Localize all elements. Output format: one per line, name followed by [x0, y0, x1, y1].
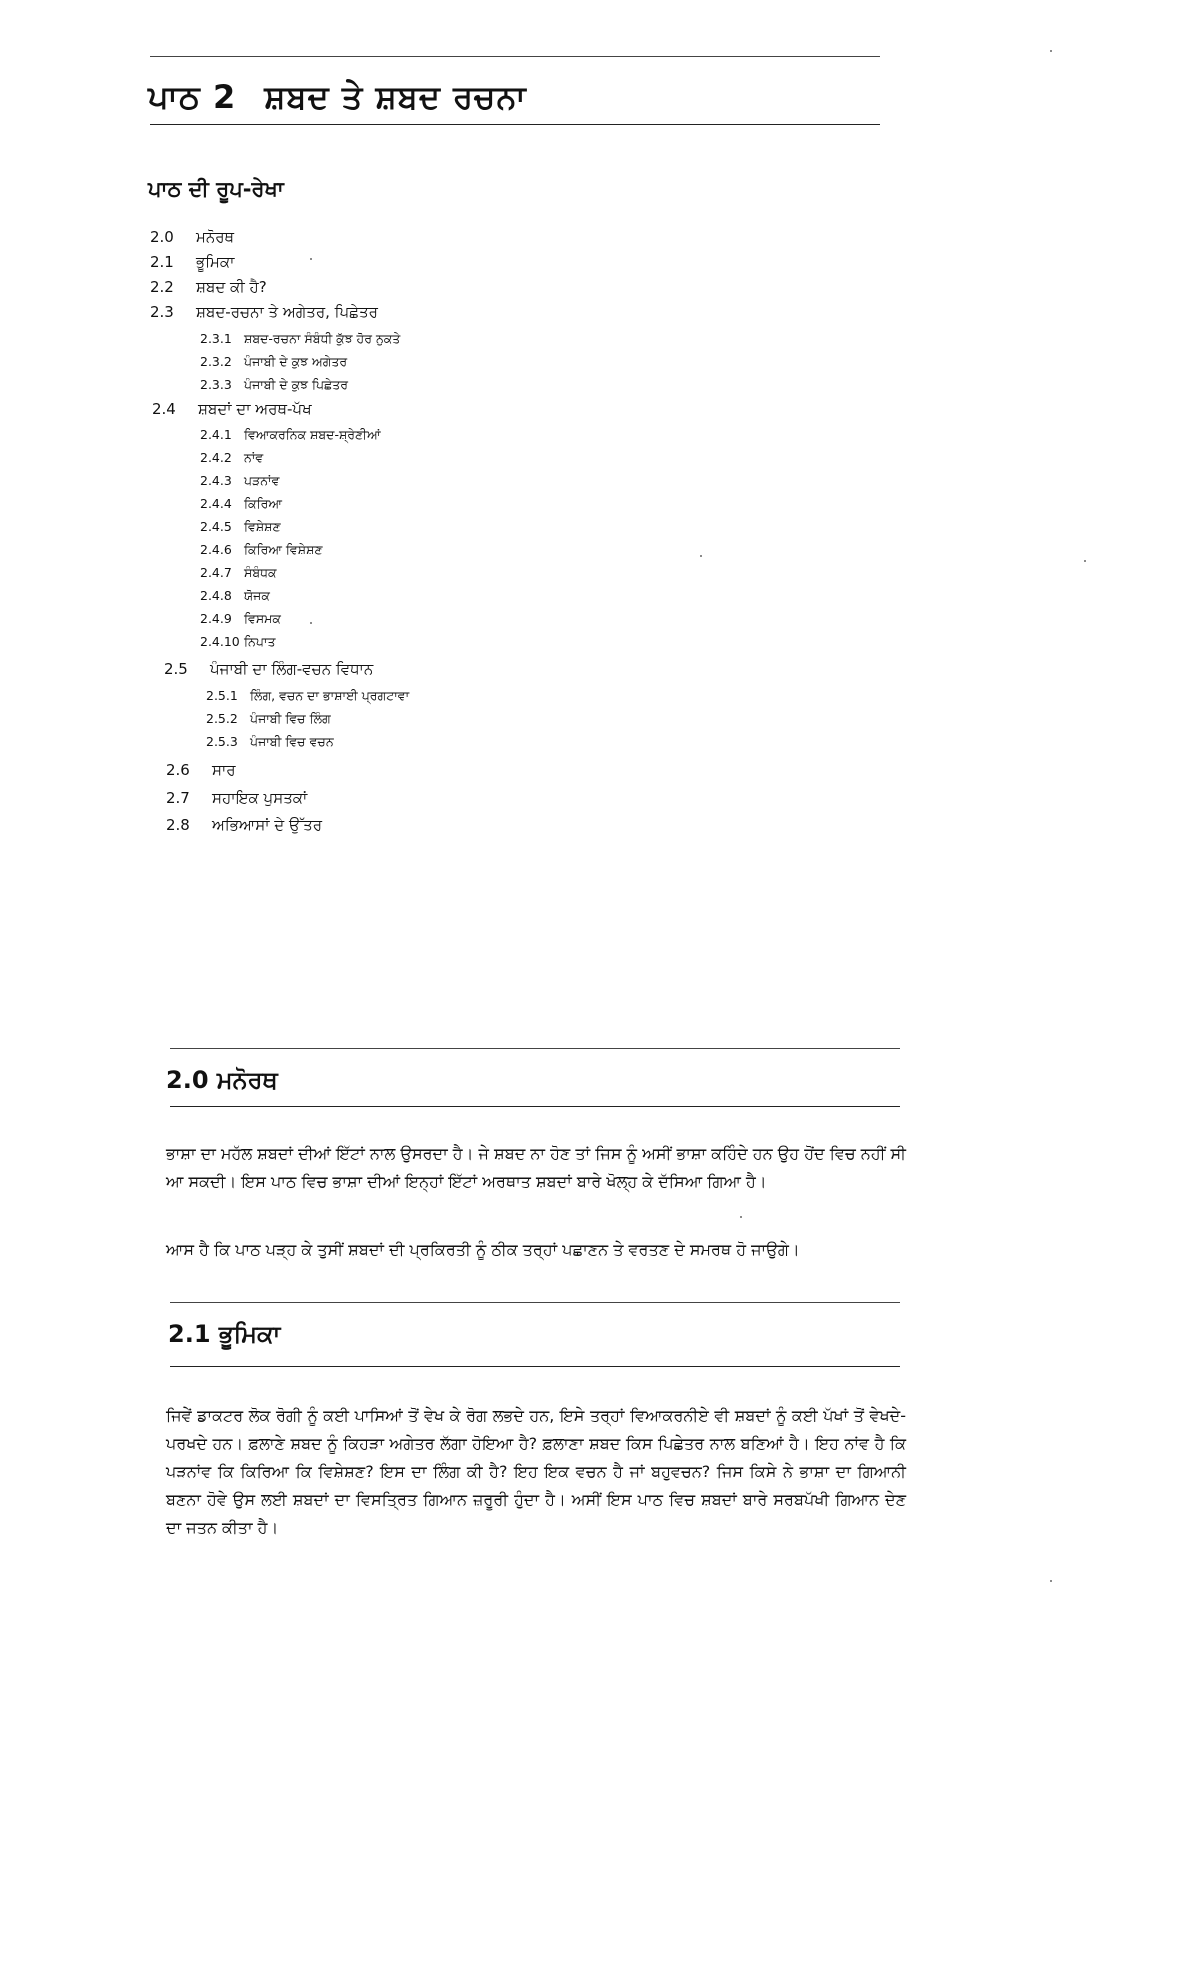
toc-item: 2.4 ਸ਼ਬਦਾਂ ਦਾ ਅਰਥ-ਪੱਖ: [152, 400, 312, 418]
toc-item: 2.6 ਸਾਰ: [166, 761, 236, 779]
scan-speck: [310, 622, 312, 624]
toc-item: 2.2 ਸ਼ਬਦ ਕੀ ਹੈ?: [150, 278, 267, 296]
lesson-number: ਪਾਠ 2: [148, 78, 237, 116]
title-underline: [150, 124, 880, 125]
outline-heading: ਪਾਠ ਦੀ ਰੂਪ-ਰੇਖਾ: [148, 177, 284, 201]
scan-speck: [1050, 1580, 1052, 1582]
toc-subitem: 2.4.2 ਨਾਂਵ: [200, 450, 264, 465]
toc-item: 2.0 ਮਨੋਰਥ: [150, 228, 235, 246]
section-rule-bottom: [170, 1366, 900, 1367]
scan-speck: [740, 1216, 742, 1218]
lesson-title: ਸ਼ਬਦ ਤੇ ਸ਼ਬਦ ਰਚਨਾ: [264, 78, 527, 116]
section-heading-2-0: 2.0 ਮਨੋਰਥ: [166, 1066, 278, 1094]
section-rule-top: [170, 1048, 900, 1049]
scan-speck: [1050, 50, 1052, 52]
toc-item: 2.5 ਪੰਜਾਬੀ ਦਾ ਲਿੰਗ-ਵਚਨ ਵਿਧਾਨ: [164, 660, 374, 678]
section-rule-bottom: [170, 1106, 900, 1107]
toc-subitem: 2.3.1 ਸ਼ਬਦ-ਰਚਨਾ ਸੰਬੰਧੀ ਕੁੱਝ ਹੋਰ ਨੁਕਤੇ: [200, 331, 401, 346]
toc-item: 2.8 ਅਭਿਆਸਾਂ ਦੇ ਉੱਤਰ: [166, 816, 323, 834]
section-rule-top: [170, 1302, 900, 1303]
toc-subitem: 2.3.3 ਪੰਜਾਬੀ ਦੇ ਕੁਝ ਪਿਛੇਤਰ: [200, 377, 348, 392]
toc-subitem: 2.4.4 ਕਿਰਿਆ: [200, 496, 282, 511]
scan-speck: [700, 555, 702, 557]
top-rule: [150, 56, 880, 57]
toc-subitem: 2.4.5 ਵਿਸ਼ੇਸ਼ਣ: [200, 519, 281, 534]
scan-speck: [1084, 560, 1086, 562]
section-heading-2-1: 2.1 ਭੂਮਿਕਾ: [168, 1320, 281, 1348]
toc-subitem: 2.4.10 ਨਿਪਾਤ: [200, 634, 276, 649]
toc-item: 2.3 ਸ਼ਬਦ-ਰਚਨਾ ਤੇ ਅਗੇਤਰ, ਪਿਛੇਤਰ: [150, 303, 378, 321]
toc-subitem: 2.5.3 ਪੰਜਾਬੀ ਵਿਚ ਵਚਨ: [206, 734, 334, 749]
toc-subitem: 2.4.8 ਯੋਜਕ: [200, 588, 270, 603]
toc-subitem: 2.4.9 ਵਿਸਮਕ: [200, 611, 281, 626]
toc-subitem: 2.4.3 ਪੜਨਾਂਵ: [200, 473, 280, 488]
toc-item: 2.1 ਭੂਮਿਕਾ: [150, 253, 235, 271]
toc-item: 2.7 ਸਹਾਇਕ ਪੁਸਤਕਾਂ: [166, 789, 308, 807]
section-2-0-paragraph-2: ਆਸ ਹੈ ਕਿ ਪਾਠ ਪੜ੍ਹ ਕੇ ਤੁਸੀਂ ਸ਼ਬਦਾਂ ਦੀ ਪ੍ਰਕਿਰਤੀ ਨੂੰ ਠੀਕ ਤਰ੍ਹਾਂ ਪਛਾਣਨ ਤੇ ਵਰਤਣ ਦੇ ਸਮਰਥ ਹੋ ਜਾਉਗੇ।: [166, 1240, 800, 1259]
scan-speck: [310, 258, 312, 260]
section-2-1-paragraph: ਜਿਵੇਂ ਡਾਕਟਰ ਲੋਕ ਰੋਗੀ ਨੂੰ ਕਈ ਪਾਸਿਆਂ ਤੋਂ ਵੇਖ ਕੇ ਰੋਗ ਲਭਦੇ ਹਨ, ਇਸੇ ਤਰ੍ਹਾਂ ਵਿਆਕਰਨੀਏ ਵੀ ਸ਼ਬਦਾਂ ਨੂੰ ਕਈ ਪੱਖਾਂ ਤੋਂ ਵੇਖਦੇ-ਪਰਖਦੇ ਹਨ। ਫ਼ਲਾਣੇ ਸ਼ਬਦ ਨੂੰ ਕਿਹੜਾ ਅਗੇਤਰ ਲੱਗਾ ਹੋਇਆ ਹੈ? ਫ਼ਲਾਣਾ ਸ਼ਬਦ ਕਿਸ ਪਿਛੇਤਰ ਨਾਲ ਬਣਿਆਂ ਹੈ। ਇਹ ਨਾਂਵ ਹੈ ਕਿ ਪੜਨਾਂਵ ਕਿ ਕਿਰਿਆ ਕਿ ਵਿਸ਼ੇਸ਼ਣ? ਇਸ ਦਾ ਲਿੰਗ ਕੀ ਹੈ? ਇਹ ਇਕ ਵਚਨ ਹੈ ਜਾਂ ਬਹੁਵਚਨ? ਜਿਸ ਕਿਸੇ ਨੇ ਭਾਸ਼ਾ ਦਾ ਗਿਆਨੀ ਬਣਨਾ ਹੋਵੇ ਉਸ ਲਈ ਸ਼ਬਦਾਂ ਦਾ ਵਿਸਤ੍ਰਿਤ ਗਿਆਨ ਜ਼ਰੂਰੀ ਹੁੰਦਾ ਹੈ। ਅਸੀਂ ਇਸ ਪਾਠ ਵਿਚ ਸ਼ਬਦਾਂ ਬਾਰੇ ਸਰਬਪੱਖੀ ਗਿਆਨ ਦੇਣ ਦਾ ਜਤਨ ਕੀਤਾ ਹੈ।: [166, 1406, 906, 1537]
toc-subitem: 2.3.2 ਪੰਜਾਬੀ ਦੇ ਕੁਝ ਅਗੇਤਰ: [200, 354, 348, 369]
toc-subitem: 2.5.2 ਪੰਜਾਬੀ ਵਿਚ ਲਿੰਗ: [206, 711, 331, 726]
toc-subitem: 2.4.7 ਸੰਬੰਧਕ: [200, 565, 277, 580]
toc-subitem: 2.5.1 ਲਿੰਗ, ਵਚਨ ਦਾ ਭਾਸ਼ਾਈ ਪ੍ਰਗਟਾਵਾ: [206, 688, 410, 703]
toc-subitem: 2.4.1 ਵਿਆਕਰਨਿਕ ਸ਼ਬਦ-ਸ਼੍ਰੇਣੀਆਂ: [200, 427, 381, 442]
toc-subitem: 2.4.6 ਕਿਰਿਆ ਵਿਸ਼ੇਸ਼ਣ: [200, 542, 323, 557]
section-2-0-paragraph-1: ਭਾਸ਼ਾ ਦਾ ਮਹੱਲ ਸ਼ਬਦਾਂ ਦੀਆਂ ਇੱਟਾਂ ਨਾਲ ਉਸਰਦਾ ਹੈ। ਜੇ ਸ਼ਬਦ ਨਾ ਹੋਣ ਤਾਂ ਜਿਸ ਨੂੰ ਅਸੀਂ ਭਾਸ਼ਾ ਕਹਿੰਦੇ ਹਨ ਉਹ ਹੋਂਦ ਵਿਚ ਨਹੀਂ ਸੀ ਆ ਸਕਦੀ। ਇਸ ਪਾਠ ਵਿਚ ਭਾਸ਼ਾ ਦੀਆਂ ਇਨ੍ਹਾਂ ਇੱਟਾਂ ਅਰਥਾਤ ਸ਼ਬਦਾਂ ਬਾਰੇ ਖੋਲ੍ਹ ਕੇ ਦੱਸਿਆ ਗਿਆ ਹੈ।: [166, 1144, 906, 1191]
page-title: [148, 78, 527, 117]
